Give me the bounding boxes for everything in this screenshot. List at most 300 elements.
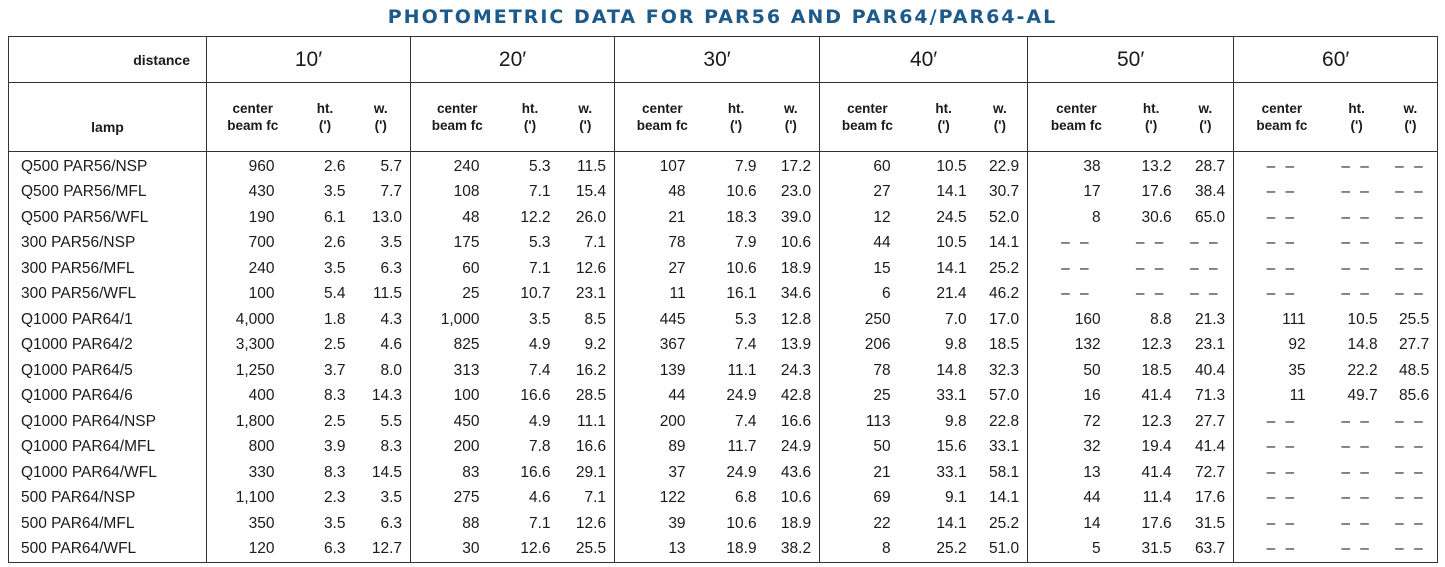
column-header-text: (') [729,118,743,133]
width-cell: 58.1 [988,463,1020,481]
width-cell: 27.7 [1194,412,1226,430]
width-cell: 57.0 [988,387,1020,405]
center-beam-cell: 15 [820,256,915,282]
height-cell: 10.6 [726,514,757,532]
lamp-name: Q500 PAR56/WFL [21,208,149,226]
width-cell: 6.3 [380,259,403,277]
height-cell: – – [1341,412,1372,430]
center-beam-cell: 825 [411,333,504,359]
column-header-text: ht. [521,101,539,116]
width-cell: 25.5 [1399,310,1430,328]
height-cell: 10.6 [726,259,757,277]
lamp-name: Q1000 PAR64/1 [21,310,133,328]
distance-row [9,37,1438,83]
height-cell: 6.8 [735,489,757,507]
center-beam-cell: – – [1028,256,1125,282]
height-cell: 3.7 [323,361,346,379]
height-header [1330,83,1384,152]
center-beam-cell: 48 [411,205,504,231]
width-cell: – – [1395,489,1426,507]
height-cell: – – [1341,157,1372,175]
center-beam-cell: 14 [1028,511,1125,537]
column-header-text: (') [318,118,332,133]
distance-header: 40′ [820,37,1028,83]
center-beam-header [820,83,915,152]
center-beam-cell: 367 [615,333,710,359]
height-cell: 24.9 [726,387,757,405]
width-cell: 16.6 [780,412,812,430]
column-header-text: w. [1403,101,1418,116]
center-beam-cell: 22 [820,511,915,537]
height-cell: 33.1 [936,387,967,405]
center-beam-cell: 25 [411,282,504,308]
height-cell: – – [1135,259,1167,277]
width-cell: 27.7 [1399,336,1430,354]
photometric-table [8,36,1438,563]
height-cell: 41.4 [1141,463,1172,481]
center-beam-cell: 313 [411,358,504,384]
center-beam-cell: – – [1234,435,1330,461]
width-cell: 14.5 [371,463,403,481]
column-header-text: (') [523,118,537,133]
center-beam-cell: 48 [615,180,710,206]
center-beam-cell: 3,300 [207,333,299,359]
center-beam-cell: 17 [1028,180,1125,206]
table-row [9,231,1438,257]
width-cell: 23.0 [780,183,812,201]
column-header-text: (') [579,118,592,133]
width-cell: 29.1 [575,463,607,481]
column-header-text: center [847,101,888,116]
table-row [9,282,1438,308]
center-beam-cell: 960 [207,152,299,180]
center-beam-cell: 30 [411,537,504,563]
width-cell: 25.5 [575,540,607,558]
height-cell: 12.3 [1141,336,1172,354]
center-beam-cell: 89 [615,435,710,461]
table-row [9,486,1438,512]
height-cell: 18.9 [726,540,757,558]
height-cell: 10.6 [726,183,757,201]
center-beam-cell: 4,000 [207,307,299,333]
center-beam-cell: 60 [820,152,915,180]
center-beam-cell: – – [1234,282,1330,308]
width-cell: 10.6 [780,489,812,507]
width-cell: 12.6 [575,514,607,532]
width-header [763,83,820,152]
lamp-name: Q1000 PAR64/2 [21,336,133,354]
center-beam-cell: 50 [1028,358,1125,384]
center-beam-cell: – – [1234,231,1330,257]
center-beam-cell: 450 [411,409,504,435]
width-cell: 43.6 [780,463,812,481]
lamp-name: Q1000 PAR64/MFL [21,438,156,456]
center-beam-cell: 275 [411,486,504,512]
height-cell: 33.1 [936,463,967,481]
center-beam-cell: 27 [615,256,710,282]
column-header-text: (') [937,118,950,133]
width-cell: 14.1 [988,489,1020,507]
height-cell: 12.6 [520,540,551,558]
center-beam-cell: 240 [207,256,299,282]
center-beam-cell: 35 [1234,358,1330,384]
width-cell: 12.7 [371,540,403,558]
height-cell: 12.3 [1141,412,1172,430]
center-beam-cell: 50 [820,435,915,461]
width-cell: 25.2 [988,514,1020,532]
width-header [973,83,1028,152]
height-cell: 7.0 [945,310,967,328]
width-cell: – – [1190,285,1221,303]
height-cell: 49.7 [1347,387,1378,405]
height-cell: 9.8 [945,412,967,430]
center-beam-cell: 240 [411,152,504,180]
height-cell: 15.6 [936,438,967,456]
column-header-text: beam fc [227,118,279,133]
column-header-text: center [642,101,683,116]
center-beam-cell: 430 [207,180,299,206]
center-beam-cell: 200 [615,409,710,435]
width-cell: 16.6 [575,438,607,456]
height-cell: 2.6 [323,157,346,175]
height-cell: – – [1341,285,1372,303]
width-cell: 46.2 [988,285,1020,303]
page-title: PHOTOMETRIC DATA FOR PAR56 AND PAR64/PAR64-AL [387,6,1058,28]
height-cell: 7.4 [528,361,551,379]
center-beam-cell: 160 [1028,307,1125,333]
height-cell: 12.2 [520,208,551,226]
table-row [9,460,1438,486]
lamp-name: Q1000 PAR64/6 [21,387,133,405]
column-header-text: ht. [1142,101,1160,116]
center-beam-cell: 108 [411,180,504,206]
height-cell: 18.5 [1141,361,1172,379]
lamp-name: 500 PAR64/WFL [21,540,137,558]
height-cell: 24.5 [936,208,967,226]
height-cell: 11.7 [727,438,757,456]
width-cell: 25.2 [988,259,1020,277]
width-cell: 30.7 [988,183,1020,201]
height-cell: 6.1 [323,208,346,226]
height-cell: – – [1341,234,1372,252]
center-beam-cell: 111 [1234,307,1330,333]
height-cell: 2.5 [323,336,346,354]
center-beam-cell: 25 [820,384,915,410]
width-cell: 39.0 [780,208,812,226]
width-cell: 31.5 [1194,514,1226,532]
lamp-name: 500 PAR64/MFL [21,514,135,532]
center-beam-cell: 12 [820,205,915,231]
center-beam-cell: 445 [615,307,710,333]
width-cell: 8.3 [380,438,403,456]
height-cell: 6.3 [323,540,346,558]
width-cell: 12.8 [780,310,812,328]
width-cell: 18.9 [780,514,812,532]
center-beam-header [1028,83,1125,152]
height-cell: 4.9 [528,336,551,354]
width-cell: – – [1395,514,1426,532]
width-cell: 23.1 [575,285,607,303]
lamp-name: Q1000 PAR64/5 [21,361,133,379]
width-cell: 23.1 [1194,336,1226,354]
center-beam-cell: 330 [207,460,299,486]
center-beam-cell: – – [1234,511,1330,537]
center-beam-cell: 44 [615,384,710,410]
center-beam-cell: 250 [820,307,915,333]
table-row [9,307,1438,333]
column-header-text: ht. [935,101,952,116]
width-cell: 24.9 [780,438,812,456]
column-header-text: ht. [316,101,334,116]
center-beam-cell: 16 [1028,384,1125,410]
center-beam-cell: 38 [1028,152,1125,180]
center-beam-cell: 69 [820,486,915,512]
width-cell: 7.1 [584,489,607,507]
table-row [9,384,1438,410]
center-beam-cell: 113 [820,409,915,435]
height-cell: 8.3 [323,463,346,481]
column-header-text: ht. [727,101,745,116]
height-cell: 8.8 [1150,310,1172,328]
width-cell: 22.9 [988,157,1020,175]
height-cell: 24.9 [726,463,757,481]
center-beam-cell: – – [1234,537,1330,563]
column-header-text: w. [578,101,593,116]
height-cell: 3.5 [323,514,346,532]
width-cell: 3.5 [380,234,403,252]
column-header-text: w. [783,101,798,116]
center-beam-cell: 350 [207,511,299,537]
center-beam-cell: 400 [207,384,299,410]
width-cell: – – [1395,285,1426,303]
width-cell: 10.6 [780,234,812,252]
center-beam-cell: 11 [615,282,710,308]
height-cell: – – [1341,463,1372,481]
width-cell: 14.1 [988,234,1020,252]
center-beam-cell: 122 [615,486,710,512]
width-cell: 40.4 [1194,361,1226,379]
width-header [557,83,615,152]
column-header-text: (') [784,118,797,133]
center-beam-cell: 200 [411,435,504,461]
center-beam-cell: 1,000 [411,307,504,333]
center-beam-cell: 132 [1028,333,1125,359]
height-cell: 2.6 [323,234,346,252]
center-beam-cell: 1,800 [207,409,299,435]
width-cell: 48.5 [1399,361,1430,379]
width-cell: 14.3 [371,387,403,405]
width-cell: 4.6 [380,336,403,354]
height-cell: 16.1 [726,285,757,303]
column-header-text: w. [992,101,1007,116]
height-cell: 17.6 [1141,183,1172,201]
width-cell: – – [1395,208,1426,226]
column-header-text: (') [993,118,1006,133]
distance-header: 20′ [411,37,615,83]
width-cell: – – [1190,259,1221,277]
table-row [9,205,1438,231]
height-cell: – – [1341,208,1372,226]
height-cell: 18.3 [726,208,757,226]
distance-header: 10′ [207,37,411,83]
column-header-text: (') [374,118,387,133]
table-row [9,358,1438,384]
lamp-name: Q500 PAR56/NSP [21,157,148,175]
center-beam-cell: 21 [820,460,915,486]
height-cell: – – [1135,234,1167,252]
width-header [1178,83,1234,152]
width-cell: 72.7 [1194,463,1226,481]
width-cell: – – [1395,157,1426,175]
width-cell: 7.7 [380,183,403,201]
width-cell: 63.7 [1194,540,1226,558]
height-cell: 10.5 [936,157,967,175]
height-cell: 19.4 [1141,438,1172,456]
height-cell: 5.4 [323,285,346,303]
height-cell: 25.2 [936,540,967,558]
column-header-text: (') [1350,118,1363,133]
width-cell: 38.2 [780,540,812,558]
center-beam-cell: – – [1234,256,1330,282]
column-header-text: (') [1199,118,1212,133]
center-beam-cell: 37 [615,460,710,486]
lamp-name: Q1000 PAR64/WFL [21,463,157,481]
width-cell: – – [1395,259,1426,277]
height-header [710,83,763,152]
width-cell: 5.5 [380,412,403,430]
height-cell: – – [1341,259,1372,277]
height-cell: – – [1135,285,1167,303]
height-cell: 17.6 [1141,514,1172,532]
width-cell: 85.6 [1399,387,1430,405]
height-cell: – – [1341,183,1372,201]
center-beam-cell: 1,100 [207,486,299,512]
center-beam-cell: 78 [615,231,710,257]
height-cell: 5.3 [528,157,551,175]
center-beam-cell: 100 [207,282,299,308]
center-beam-cell: 11 [1234,384,1330,410]
table-row [9,409,1438,435]
height-cell: 30.6 [1141,208,1172,226]
center-beam-cell: – – [1234,152,1330,180]
width-cell: 28.5 [575,387,607,405]
height-cell: 14.1 [936,514,967,532]
width-cell: 12.6 [575,259,607,277]
table-row [9,256,1438,282]
width-cell: 17.6 [1194,489,1226,507]
column-header-text: center [1056,101,1097,116]
lamp-name: Q500 PAR56/MFL [21,183,147,201]
width-cell: – – [1395,540,1426,558]
height-cell: 10.5 [936,234,967,252]
width-cell: 6.3 [380,514,403,532]
column-header-text: center [232,101,274,116]
height-cell: 8.3 [323,387,346,405]
width-cell: 52.0 [988,208,1020,226]
center-beam-cell: 190 [207,205,299,231]
center-beam-cell: 100 [411,384,504,410]
width-header [352,83,411,152]
center-beam-cell: 13 [615,537,710,563]
distance-header: 50′ [1028,37,1234,83]
height-header [299,83,352,152]
center-beam-cell: – – [1028,231,1125,257]
width-cell: 5.7 [380,157,403,175]
height-cell: 7.1 [528,183,551,201]
table-row [9,537,1438,563]
height-cell: 14.1 [936,259,967,277]
width-cell: 71.3 [1194,387,1226,405]
width-cell: – – [1395,412,1426,430]
center-beam-cell: 72 [1028,409,1125,435]
center-beam-cell: – – [1028,282,1125,308]
center-beam-cell: 13 [1028,460,1125,486]
width-cell: 3.5 [380,489,403,507]
column-header-text: (') [1145,118,1158,133]
height-cell: 13.2 [1141,157,1172,175]
height-cell: – – [1341,438,1372,456]
width-cell: 22.8 [988,412,1020,430]
height-cell: 3.9 [323,438,346,456]
center-beam-cell: 8 [820,537,915,563]
width-cell: 18.5 [988,336,1020,354]
height-cell: – – [1341,514,1372,532]
width-cell: 11.5 [577,157,607,175]
height-cell: 16.6 [520,463,551,481]
width-cell: 4.3 [380,310,403,328]
width-cell: – – [1395,438,1426,456]
height-cell: 11.1 [727,361,757,379]
lamp-name: 300 PAR56/MFL [21,259,135,277]
center-beam-cell: 78 [820,358,915,384]
height-cell: – – [1341,489,1372,507]
center-beam-cell: 5 [1028,537,1125,563]
height-cell: 21.4 [936,285,967,303]
distance-label: distance [9,37,207,83]
center-beam-cell: 120 [207,537,299,563]
height-cell: 10.7 [520,285,551,303]
width-cell: 11.5 [373,285,403,303]
table-row [9,152,1438,180]
height-cell: 7.4 [735,336,757,354]
center-beam-cell: 175 [411,231,504,257]
lamp-name: 500 PAR64/NSP [21,489,136,507]
width-cell: 13.9 [780,336,812,354]
width-cell: 17.0 [988,310,1020,328]
table-row [9,180,1438,206]
center-beam-cell: – – [1234,205,1330,231]
height-cell: 5.3 [528,234,551,252]
height-cell: – – [1341,540,1372,558]
table-row [9,333,1438,359]
width-cell: 51.0 [988,540,1020,558]
column-header-row [9,83,1438,152]
width-cell: 17.2 [780,157,812,175]
height-header [1125,83,1178,152]
center-beam-cell: 1,250 [207,358,299,384]
center-beam-header [207,83,299,152]
width-cell: 34.6 [780,285,812,303]
center-beam-cell: 6 [820,282,915,308]
height-cell: 9.8 [945,336,967,354]
center-beam-cell: – – [1234,409,1330,435]
width-cell: – – [1395,234,1426,252]
column-header-text: (') [1404,118,1417,133]
distance-header: 30′ [615,37,820,83]
height-cell: 22.2 [1347,361,1378,379]
width-cell: – – [1190,234,1221,252]
column-header-text: w. [373,101,388,116]
